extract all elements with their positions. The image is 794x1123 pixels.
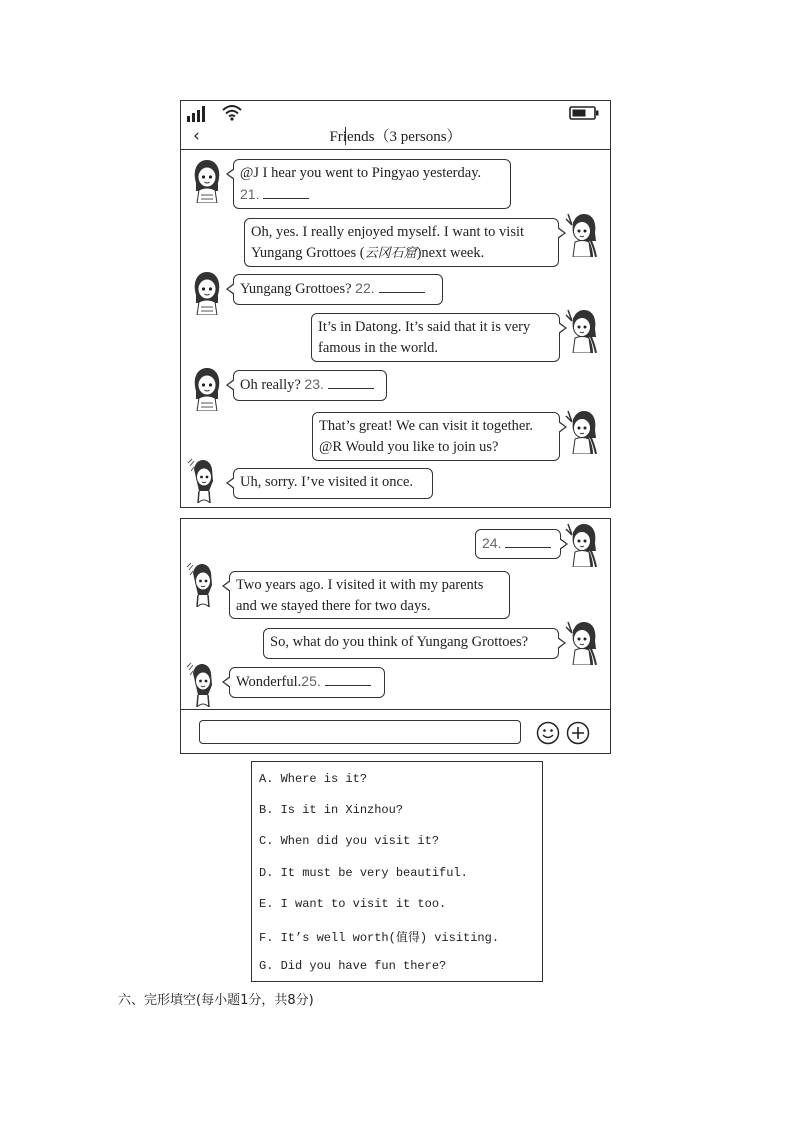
message-text: Yungang Grottoes ( — [251, 245, 365, 261]
option-d: D. It must be very beautiful. — [259, 866, 468, 880]
message-bubble — [312, 412, 560, 461]
wifi-icon — [221, 103, 243, 121]
message-text: Oh, yes. I really enjoyed myself. I want to visit — [251, 224, 525, 240]
answer-blank — [263, 184, 309, 199]
avatar-girl-1 — [188, 157, 226, 203]
message-text: famous in the world. — [318, 340, 439, 356]
avatar-girl-3 — [186, 561, 224, 607]
message-input-bar — [181, 709, 610, 754]
option-a: A. Where is it? — [259, 772, 368, 786]
avatar-girl-3 — [187, 457, 225, 503]
message-bubble — [233, 159, 511, 209]
message-bubble — [233, 274, 443, 305]
chat-title: Friends（3 persons） — [329, 129, 462, 145]
message-bubble — [311, 313, 560, 362]
message-input[interactable] — [199, 720, 521, 744]
emoji-icon[interactable] — [536, 721, 560, 745]
avatar-girl-2 — [564, 211, 602, 257]
chat-window-1 — [180, 100, 611, 508]
answer-options-box — [251, 761, 543, 982]
message-text: @R Would you like to join us? — [319, 439, 499, 455]
avatar-girl-2 — [564, 408, 602, 454]
message-text: Yungang Grottoes? — [240, 281, 352, 297]
avatar-girl-3 — [186, 661, 224, 707]
status-bar — [181, 101, 610, 127]
message-text: @J I hear you went to Pingyao yesterday. — [240, 165, 482, 181]
message-bubble — [229, 667, 385, 698]
option-f: F. It’s well worth(值得) visiting. — [259, 931, 500, 945]
avatar-girl-2 — [564, 619, 602, 665]
message-bubble — [475, 529, 561, 559]
message-text: Two years ago. I visited it with my parents — [236, 577, 484, 593]
answer-blank — [505, 533, 551, 548]
chinese-term: 云冈石窟 — [364, 246, 417, 261]
avatar-girl-1 — [188, 269, 226, 315]
answer-blank — [379, 278, 425, 293]
message-text: So, what do you think of Yungang Grottoes? — [270, 634, 529, 650]
signal-icon — [187, 106, 207, 122]
question-number: 24. — [482, 535, 502, 551]
message-bubble — [233, 370, 387, 401]
message-bubble — [229, 571, 510, 619]
chat-window-2 — [180, 518, 611, 754]
message-text: Oh really? — [240, 377, 301, 393]
avatar-girl-2 — [564, 521, 602, 567]
option-e: E. I want to visit it too. — [259, 897, 447, 911]
question-number: 25. — [301, 673, 321, 689]
message-text: Uh, sorry. I’ve visited it once. — [240, 474, 414, 490]
answer-blank — [325, 671, 371, 686]
answer-blank — [328, 374, 374, 389]
add-icon[interactable] — [566, 721, 590, 745]
back-icon[interactable]: ‹ — [193, 126, 200, 146]
question-number: 23. — [304, 376, 324, 392]
message-bubble — [233, 468, 433, 499]
option-g: G. Did you have fun there? — [259, 959, 447, 973]
avatar-girl-2 — [564, 307, 602, 353]
message-bubble — [263, 628, 559, 659]
section-title: 六、完形填空(每小题1分，共8分) — [118, 993, 314, 1008]
message-text: and we stayed there for two days. — [236, 598, 431, 614]
message-text: )next week. — [416, 245, 485, 261]
title-bar — [181, 125, 610, 150]
message-text: Wonderful. — [236, 674, 302, 690]
option-c: C. When did you visit it? — [259, 834, 440, 848]
message-text: It’s in Datong. It’s said that it is very — [318, 319, 531, 335]
option-b: B. Is it in Xinzhou? — [259, 803, 404, 817]
message-bubble — [244, 218, 559, 267]
message-text: That’s great! We can visit it together. — [319, 418, 533, 434]
question-number: 22. — [355, 280, 375, 296]
battery-icon — [569, 106, 599, 120]
avatar-girl-1 — [188, 365, 226, 411]
question-number: 21. — [240, 186, 260, 202]
